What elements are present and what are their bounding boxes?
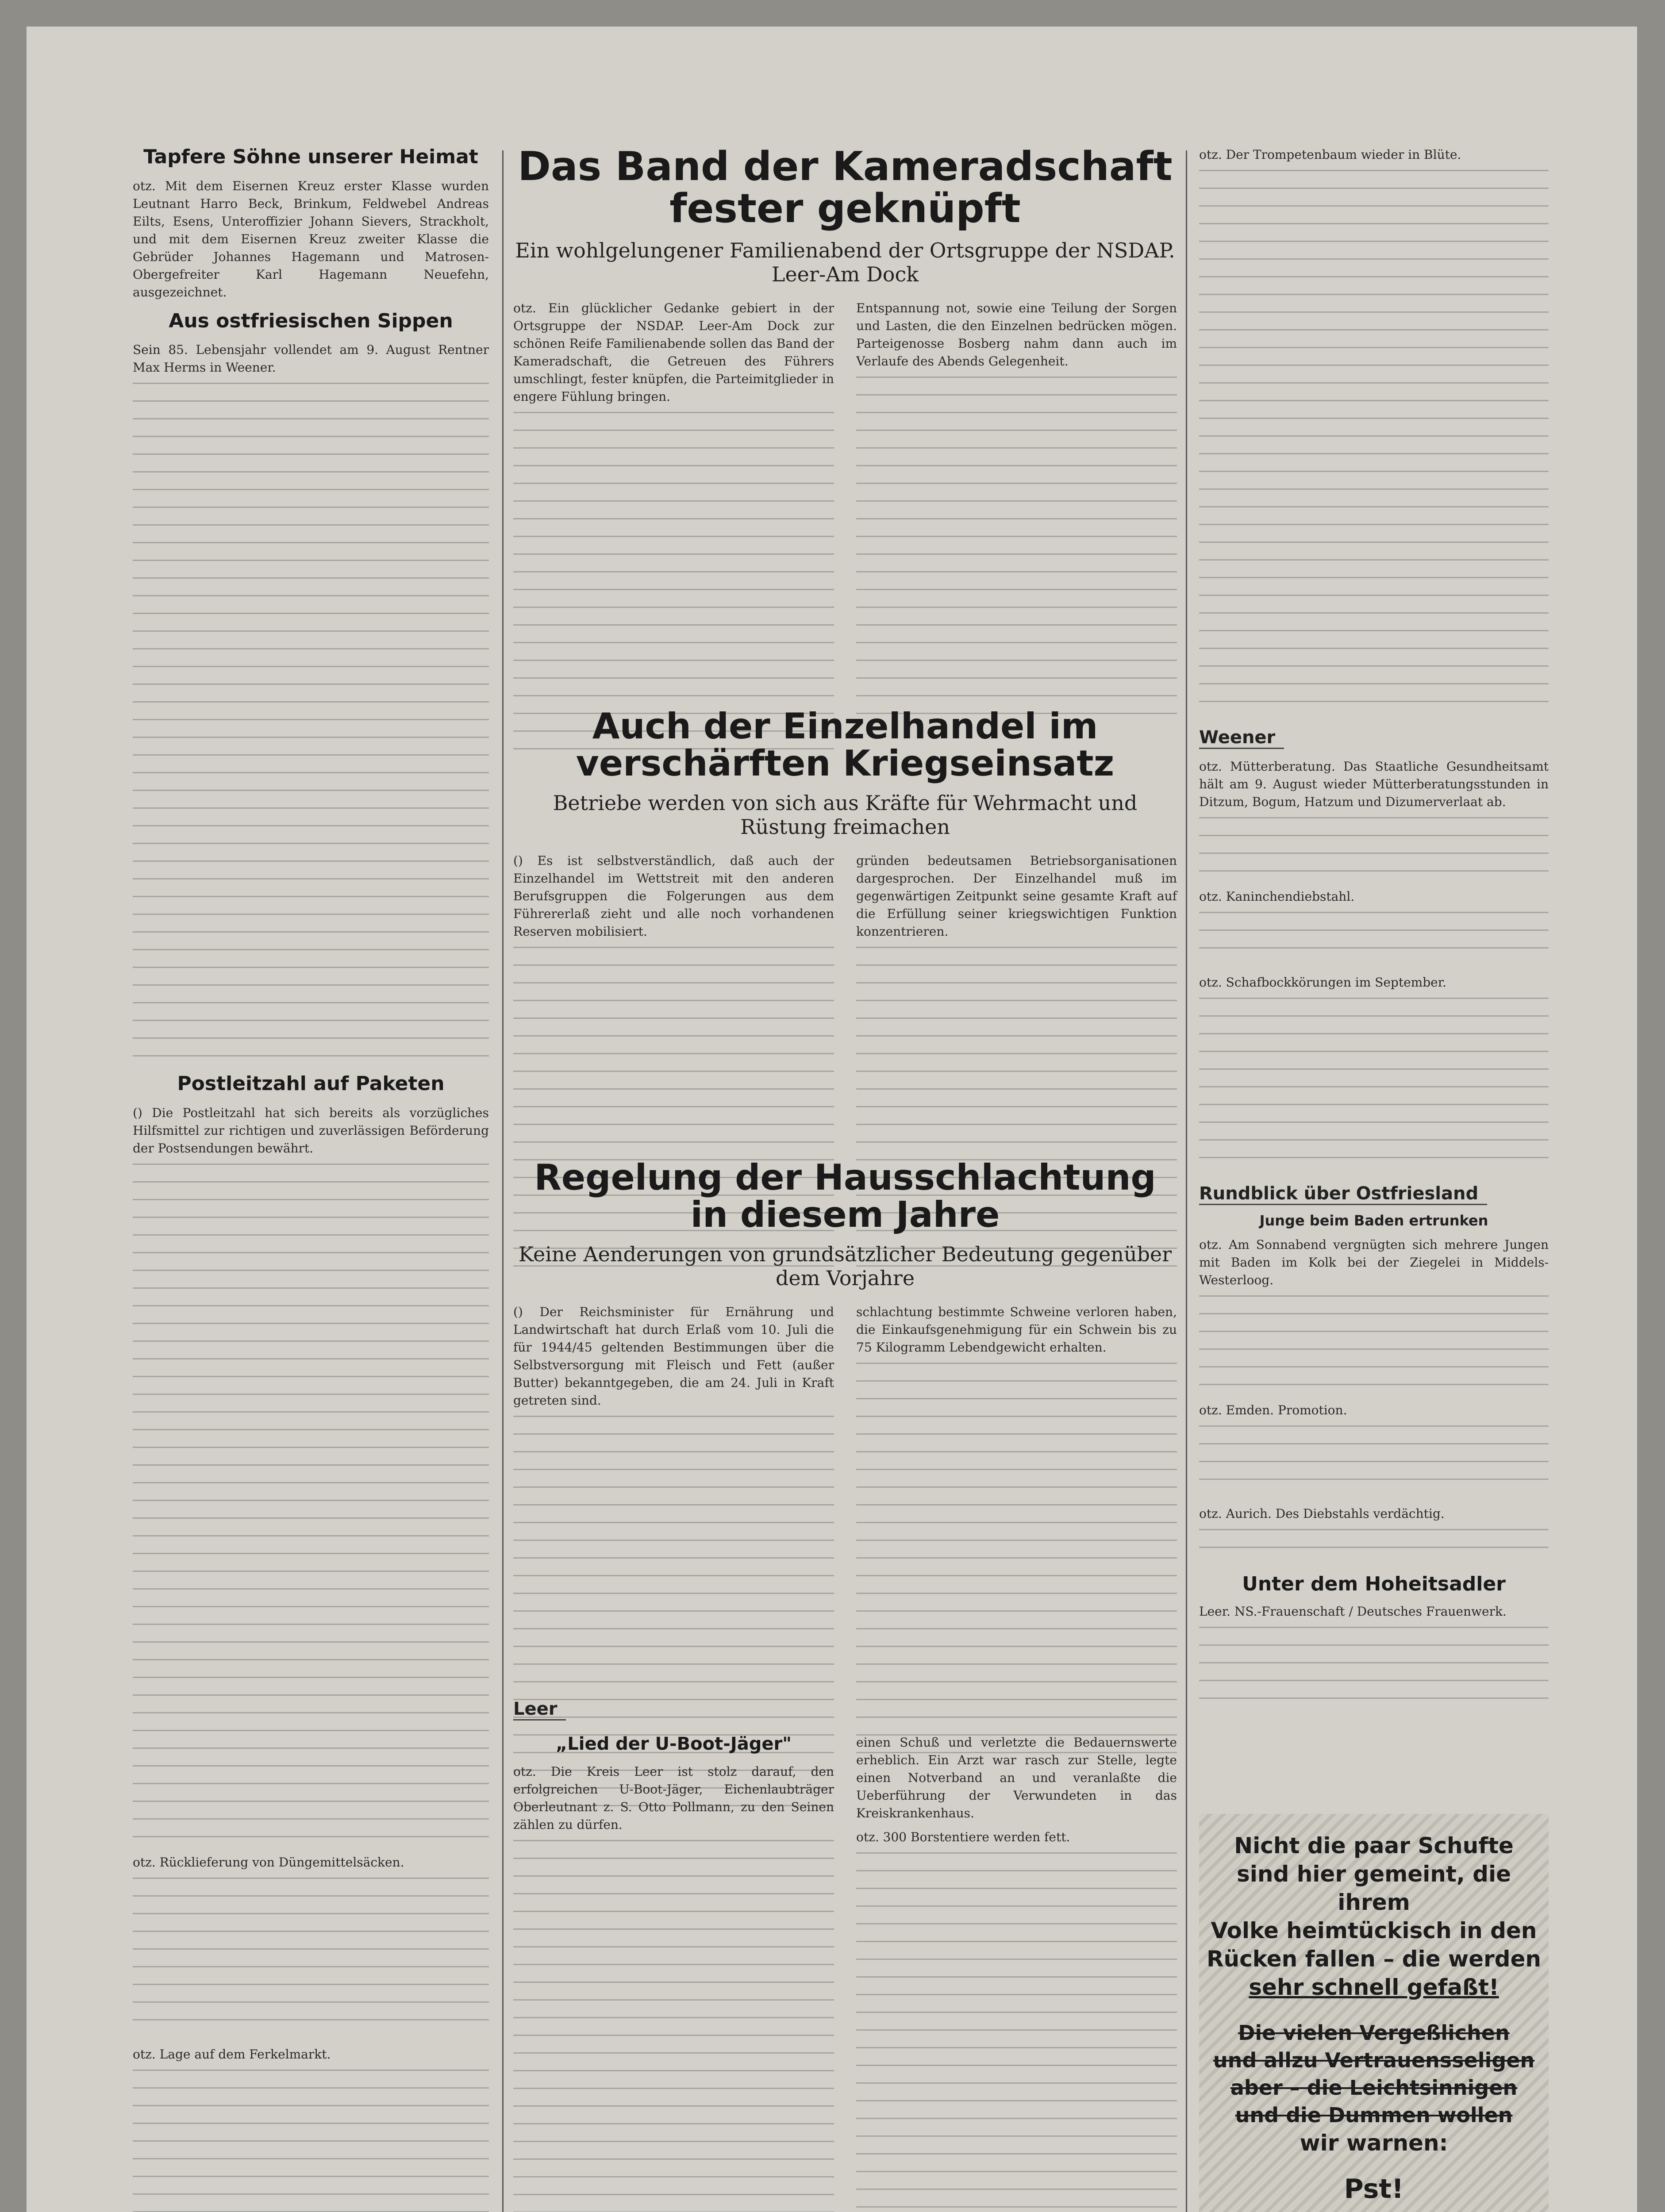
article-headline: Postleitzahl auf Paketen bbox=[177, 1072, 445, 1095]
article-text: otz. Mütterberatung. Das Staatliche Gesundheitsamt hält am 9. August wieder Mütterberatungsstunden in Ditzum, Bogum, Hatzum und Dizumerverlaat ab. bbox=[1199, 759, 1549, 809]
text-body bbox=[1199, 1529, 1549, 1564]
article-text: otz. Ein glücklicher Gedanke gebiert in der Ortsgruppe der NSDAP. Leer-Am Dock zur schönen Reife Familienabende sollen das Band der Kameradschaft, die Getreuen des Führers umschlingt, fester knüpfen, die Parteimitglieder in engere Fühlung bringen. bbox=[513, 301, 834, 404]
top-article bbox=[513, 143, 1177, 766]
article-text: Sein 85. Lebensjahr vollendet am 9. August Rentner Max Herms in Weener. bbox=[133, 342, 489, 375]
article-subheadline: Betriebe werden von sich aus Kräfte für Wehrmacht und Rüstung freimachen bbox=[553, 791, 1138, 839]
text-body bbox=[133, 1878, 489, 2037]
ad-line: aber – die Leichtsinnigen bbox=[1230, 2076, 1518, 2100]
ad-line: Die vielen Vergeßlichen bbox=[1238, 2021, 1510, 2045]
article-headline: „Lied der U-Boot-Jäger" bbox=[555, 1734, 792, 1754]
text-body bbox=[513, 1840, 834, 2212]
article-text: einen Schuß und verletzte die Bedauernswerte erheblich. Ein Arzt war rasch zur Stelle, legte einen Notverband an und veranlaßte die Ueberführung der Verwundeten in das Kreiskrankenhaus. bbox=[856, 1735, 1177, 1820]
article-headline: Aus ostfriesischen Sippen bbox=[169, 309, 453, 332]
article-subheadline: Ein wohlgelungener Familienabend der Ortsgruppe der NSDAP. Leer-Am Dock bbox=[515, 238, 1175, 286]
ad-line: Volke heimtückisch in den bbox=[1211, 1918, 1537, 1943]
article-headline: Auch der Einzelhandel im verschärften Kriegseinsatz bbox=[576, 706, 1115, 784]
column-rule bbox=[1186, 150, 1187, 2212]
ad-line: und allzu Vertrauensseligen bbox=[1213, 2048, 1535, 2072]
article-headline: Unter dem Hoheitsadler bbox=[1242, 1573, 1506, 1595]
ad-line: Rücken fallen – die werden bbox=[1207, 1946, 1541, 1972]
article-text: otz. Mit dem Eisernen Kreuz erster Klasse wurden Leutnant Harro Beck, Brinkum, Feldwebel Andreas Eilts, Esens, Unteroffizier Johann Sievers, Strackholt, und mit dem Eisernen Kreuz zweiter Klasse die Gebrüder Johannes Hagemann und Matrosen-Obergefreiter Karl Hagemann Neuefehn, ausgezeichnet. bbox=[133, 178, 489, 300]
leer-section bbox=[513, 1699, 1177, 2212]
text-body bbox=[1199, 998, 1549, 1175]
article-text: () Der Reichsminister für Ernährung und Landwirtschaft hat durch Erlaß vom 10. Juli die für 1944/45 geltenden Bestimmungen über die Selbstversorgung mit Fleisch und Fett (außer Butter) bekanntgegeben, die am 24. Juli in Kraft getreten sind. bbox=[513, 1305, 834, 1408]
text-body bbox=[856, 1852, 1177, 2212]
text-body bbox=[1199, 912, 1549, 965]
right-column bbox=[1199, 146, 1549, 1706]
article-text: otz. Der Trompetenbaum wieder in Blüte. bbox=[1199, 147, 1461, 162]
ad-line: Nicht die paar Schufte bbox=[1234, 1833, 1514, 1859]
ad-line: wir warnen: bbox=[1300, 2130, 1448, 2156]
ad-line: sind hier gemeint, die ihrem bbox=[1237, 1861, 1511, 1915]
text-body bbox=[1199, 817, 1549, 879]
article-text: otz. Aurich. Des Diebstahls verdächtig. bbox=[1199, 1506, 1445, 1521]
text-body bbox=[1199, 170, 1549, 718]
article-headline: Tapfere Söhne unserer Heimat bbox=[143, 146, 478, 168]
article-subheadline: Keine Aenderungen von grundsätzlicher Bedeutung gegenüber dem Vorjahre bbox=[518, 1242, 1172, 1290]
left-column bbox=[133, 146, 489, 2212]
article-text: Entspannung not, sowie eine Teilung der Sorgen und Lasten, die den Einzelnen bedrücken mögen. Parteigenosse Bosberg nahm dann auch im Verlaufe des Abends Gelegenheit. bbox=[856, 301, 1177, 369]
article-text: otz. Emden. Promotion. bbox=[1199, 1403, 1347, 1417]
text-body bbox=[1199, 1627, 1549, 1706]
article-headline: Regelung der Hausschlachtung in diesem Jahre bbox=[534, 1157, 1156, 1235]
text-body bbox=[133, 2070, 489, 2212]
article-headline: Das Band der Kameradschaft fester geknüpft bbox=[518, 143, 1173, 232]
article-text: otz. 300 Borstentiere werden fett. bbox=[856, 1830, 1070, 1844]
article-text: otz. Kaninchendiebstahl. bbox=[1199, 889, 1355, 904]
text-body bbox=[133, 1164, 489, 1845]
article-text: () Es ist selbstverständlich, daß auch der Einzelhandel im Wettstreit mit den anderen Berufsgruppen die Folgerungen aus dem Führererlaß zieht und alle noch vorhandenen Reserven mobilisiert. bbox=[513, 853, 834, 939]
ad-line: sehr schnell gefaßt! bbox=[1249, 1974, 1499, 2000]
text-body bbox=[1199, 1295, 1549, 1393]
ad-line: und die Dummen wollen bbox=[1235, 2103, 1513, 2127]
section-label: Leer bbox=[513, 1699, 566, 1720]
section-label: Rundblick über Ostfriesland bbox=[1199, 1183, 1487, 1205]
ad-line: Pst! bbox=[1344, 2174, 1404, 2204]
article-text: Leer. NS.-Frauenschaft / Deutsches Frauenwerk. bbox=[1199, 1604, 1507, 1619]
newspaper-page bbox=[27, 27, 1637, 2212]
article-text: otz. Schafbockkörungen im September. bbox=[1199, 975, 1446, 990]
warning-advertisement bbox=[1199, 1814, 1549, 2212]
column-rule bbox=[502, 150, 504, 2212]
section-label: Weener bbox=[1199, 727, 1284, 749]
article-text: gründen bedeutsamen Betriebsorganisationen dargesprochen. Der Einzelhandel muß im gegenwärtigen Zeitpunkt seine gesamte Kraft auf die Erfüllung seiner kriegswichtigen Funktion konzentrieren. bbox=[856, 853, 1177, 939]
article-subheadline: Junge beim Baden ertrunken bbox=[1259, 1212, 1488, 1229]
article-text: otz. Die Kreis Leer ist stolz darauf, den erfolgreichen U-Boot-Jäger, Eichenlaubträger Oberleutnant z. S. Otto Pollmann, zu den Seinen zählen zu dürfen. bbox=[513, 1764, 834, 1832]
article-text: () Die Postleitzahl hat sich bereits als vorzügliches Hilfsmittel zur richtigen und zuverlässigen Beförderung der Postsendungen bewährt. bbox=[133, 1105, 489, 1156]
text-body bbox=[133, 383, 489, 1064]
text-body bbox=[856, 376, 1177, 730]
article-text: otz. Rücklieferung von Düngemittelsäcken. bbox=[133, 1855, 404, 1870]
text-body bbox=[1199, 1425, 1549, 1496]
article-text: otz. Am Sonnabend vergnügten sich mehrere Jungen mit Baden im Kolk bei der Ziegelei in Middels-Westerloog. bbox=[1199, 1237, 1549, 1287]
article-text: otz. Lage auf dem Ferkelmarkt. bbox=[133, 2047, 331, 2062]
article-text: schlachtung bestimmte Schweine verloren haben, die Einkaufsgenehmigung für ein Schwein bis zu 75 Kilogramm Lebendgewicht erhalten. bbox=[856, 1305, 1177, 1355]
